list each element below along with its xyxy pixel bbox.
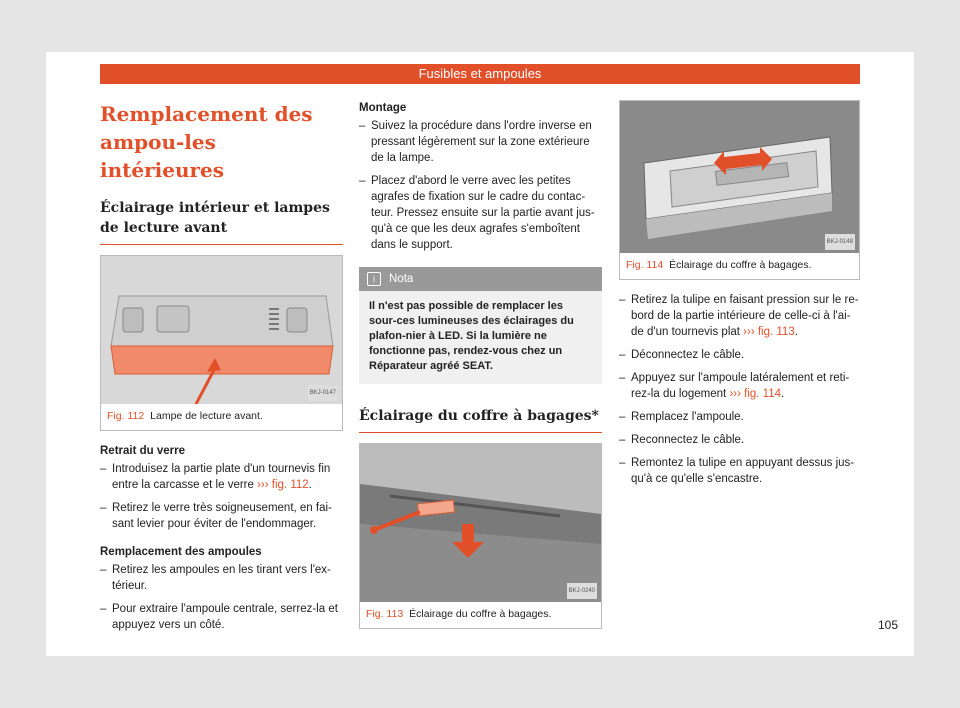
front-lamp-drawing: [101, 256, 342, 404]
front-lamp-image: [101, 256, 342, 404]
caption-text: Éclairage du coffre à bagages.: [669, 259, 812, 271]
list-item: – Déconnectez le câble.: [619, 347, 860, 363]
column-3: [619, 100, 860, 494]
remplacement-steps: [100, 562, 343, 633]
page-title: Remplacement des ampou-les intérieures: [100, 102, 313, 182]
figure-caption: [101, 404, 342, 430]
list-item: – Remplacez l'ampoule.: [619, 409, 860, 425]
figure-number: Fig. 114: [626, 259, 664, 271]
list-item: – Retirez les ampoules en les tirant vers l'ex-térieur.: [100, 562, 343, 594]
figure-112: [100, 255, 343, 431]
column-1: [100, 100, 343, 640]
divider: [100, 244, 343, 245]
info-icon: i: [367, 272, 381, 286]
figure-114: [619, 100, 860, 280]
trunk-section: [359, 406, 602, 433]
note-label: Nota: [389, 273, 414, 285]
image-code: BKJ-0147: [308, 385, 338, 401]
section-header: Fusibles et ampoules: [100, 64, 860, 84]
list-item: – Pour extraire l'ampoule centrale, serrez-la et appuyez vers un côté.: [100, 601, 343, 633]
remplacement-heading: Remplacement des ampoules: [100, 546, 262, 558]
divider: [359, 432, 602, 433]
note-box: [359, 267, 602, 384]
subtitle-trunk-light: Éclairage du coffre à bagages*: [359, 408, 599, 424]
trunk-image: [360, 444, 601, 602]
figure-number: Fig. 112: [107, 410, 145, 422]
list-item: – Remontez la tulipe en appuyant dessus jus-qu'à ce qu'elle s'encastre.: [619, 455, 860, 487]
retrait-steps: [100, 461, 343, 532]
figure-caption: [360, 602, 601, 628]
trunk-lamp-image: [620, 101, 859, 253]
subtitle-front-lights: Éclairage intérieur et lampes de lecture avant: [100, 200, 330, 236]
note-body: Il n'est pas possible de remplacer les sour-ces lumineuses des éclairages du plafon-nier à LED. Si la lumière ne fonctionne pas, rendez-vous chez un Réparateur agréé SEAT.: [369, 300, 574, 372]
trunk-lamp-drawing: [620, 101, 859, 253]
list-item: – Introduisez la partie plate d'un tournevis fin entre la carcasse et le verre ››› fig. 112.: [100, 461, 343, 493]
trunk-steps: [619, 292, 860, 487]
figure-number: Fig. 113: [366, 608, 404, 620]
retrait-heading: Retrait du verre: [100, 445, 186, 457]
page-number: 105: [878, 618, 899, 632]
caption-text: Éclairage du coffre à bagages.: [409, 608, 552, 620]
list-item: – Appuyez sur l'ampoule latéralement et reti-rez-la du logement ››› fig. 114.: [619, 370, 860, 402]
list-item: – Placez d'abord le verre avec les petites agrafes de fixation sur le cadre du contac-teur. Pressez ensuite sur la partie avant jus-qu'à ce que les deux agrafes s'emboîtent dans le support.: [359, 173, 602, 253]
figure-link[interactable]: ››› fig. 112: [257, 479, 309, 491]
list-item: – Retirez la tulipe en faisant pression sur le re-bord de la partie intérieure de celle-ci à l'ai-de d'un tournevis plat ››› fig. 113.: [619, 292, 860, 340]
image-code: BKJ-0148: [825, 234, 855, 250]
figure-link[interactable]: ››› fig. 113: [743, 326, 795, 338]
figure-link[interactable]: ››› fig. 114: [729, 388, 782, 400]
list-item: – Reconnectez le câble.: [619, 432, 860, 448]
list-item: – Retirez le verre très soigneusement, en fai-sant levier pour éviter de l'endommager.: [100, 500, 343, 532]
figure-113: [359, 443, 602, 629]
list-item: – Suivez la procédure dans l'ordre inverse en pressant légèrement sur la zone extérieure de la lampe.: [359, 118, 602, 166]
image-code: BKJ-0240: [567, 583, 597, 599]
note-header: [359, 267, 602, 291]
column-2: [359, 100, 602, 629]
trunk-drawing: [360, 444, 601, 602]
caption-text: Lampe de lecture avant.: [150, 410, 263, 422]
montage-steps: [359, 118, 602, 253]
montage-heading: Montage: [359, 102, 407, 114]
figure-caption: [620, 253, 859, 279]
